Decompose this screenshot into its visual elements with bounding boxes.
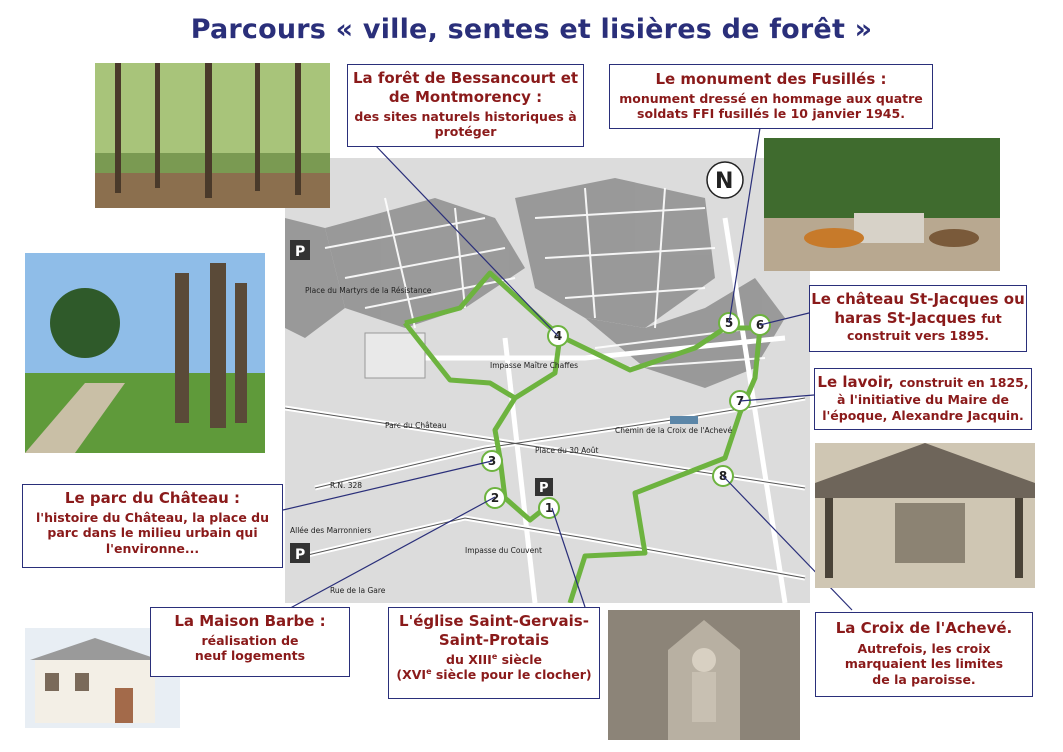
svg-text:1: 1: [544, 501, 554, 515]
callout-lavoir: [814, 368, 1032, 430]
callout-heading: L'église Saint-Gervais-Saint-Protais: [399, 612, 589, 649]
callout-text: des sites naturels historiques à protéger: [354, 108, 577, 140]
street-label: Place du 30 Août: [535, 446, 599, 455]
street-label: Impasse du Couvent: [465, 546, 542, 555]
callout-text: Autrefois, les croix marquaient les limites de la paroisse.: [844, 640, 1004, 687]
parking-sign: P: [539, 481, 549, 496]
street-label: Impasse Maître Chaffes: [490, 361, 578, 370]
svg-text:8: 8: [718, 469, 728, 483]
svg-text:5: 5: [724, 316, 734, 330]
svg-text:6: 6: [755, 318, 765, 332]
north-label: N: [715, 169, 734, 194]
parking-sign: P: [295, 547, 306, 563]
eglise-sculpture-photo: [608, 610, 800, 740]
callout-heading: Le château St-Jacques ou haras St-Jacques: [811, 290, 1025, 327]
callout-foret: [347, 64, 584, 147]
callout-text-inline: construit en 1825,: [899, 375, 1029, 390]
street-label: Parc du Château: [385, 421, 447, 430]
svg-text:7: 7: [735, 394, 745, 408]
callout-eglise: L'église Saint-Gervais-Saint-Protais du XIIIe siècle (XVIe siècle pour le clocher): [388, 607, 600, 699]
street-label: Allée des Marronniers: [290, 526, 372, 535]
callout-text: construit vers 1895.: [846, 327, 990, 343]
callout-heading: La forêt de Bessancourt et de Montmorency :: [352, 69, 579, 106]
lavoir-photo: [815, 443, 1035, 588]
callout-text: monument dressé en hommage aux quatre soldats FFI fusillés le 10 janvier 1945.: [619, 90, 923, 122]
callout-heading: Le monument des Fusillés :: [655, 70, 887, 88]
callout-text: à l'initiative du Maire de l'époque, Alexandre Jacquin.: [822, 392, 1024, 423]
callout-chateau-st-jacques: [809, 285, 1027, 352]
street-label: R.N. 328: [330, 481, 363, 490]
street-label: Place du Martyrs de la Résistance: [305, 286, 432, 295]
street-label: Rue de la Gare: [330, 586, 386, 595]
parking-sign: P: [295, 244, 306, 260]
callout-heading: Le parc du Château :: [64, 489, 241, 507]
callout-heading: Le lavoir,: [817, 373, 894, 391]
svg-text:3: 3: [487, 454, 497, 468]
callout-croix: [815, 612, 1033, 697]
callout-heading: La Croix de l'Achevé.: [835, 619, 1013, 637]
monument-photo: [764, 138, 1000, 271]
callout-text-inline: fut: [981, 310, 1002, 326]
callout-heading: La Maison Barbe :: [174, 612, 326, 630]
svg-text:2: 2: [490, 491, 500, 505]
street-label: Chemin de la Croix de l'Achevé: [615, 426, 733, 435]
callout-monument: [609, 64, 933, 129]
callout-text: réalisation de neuf logements: [194, 632, 306, 664]
callout-maison-barbe: [150, 607, 350, 677]
callout-parc: [22, 484, 283, 568]
park-photo: [25, 253, 265, 453]
forest-photo: [95, 63, 330, 208]
svg-text:4: 4: [553, 329, 563, 343]
callout-text: l'histoire du Château, la place du parc dans le milieu urbain qui l'environne...: [36, 509, 269, 556]
page-title: Parcours « ville, sentes et lisières de forêt »: [190, 14, 873, 45]
